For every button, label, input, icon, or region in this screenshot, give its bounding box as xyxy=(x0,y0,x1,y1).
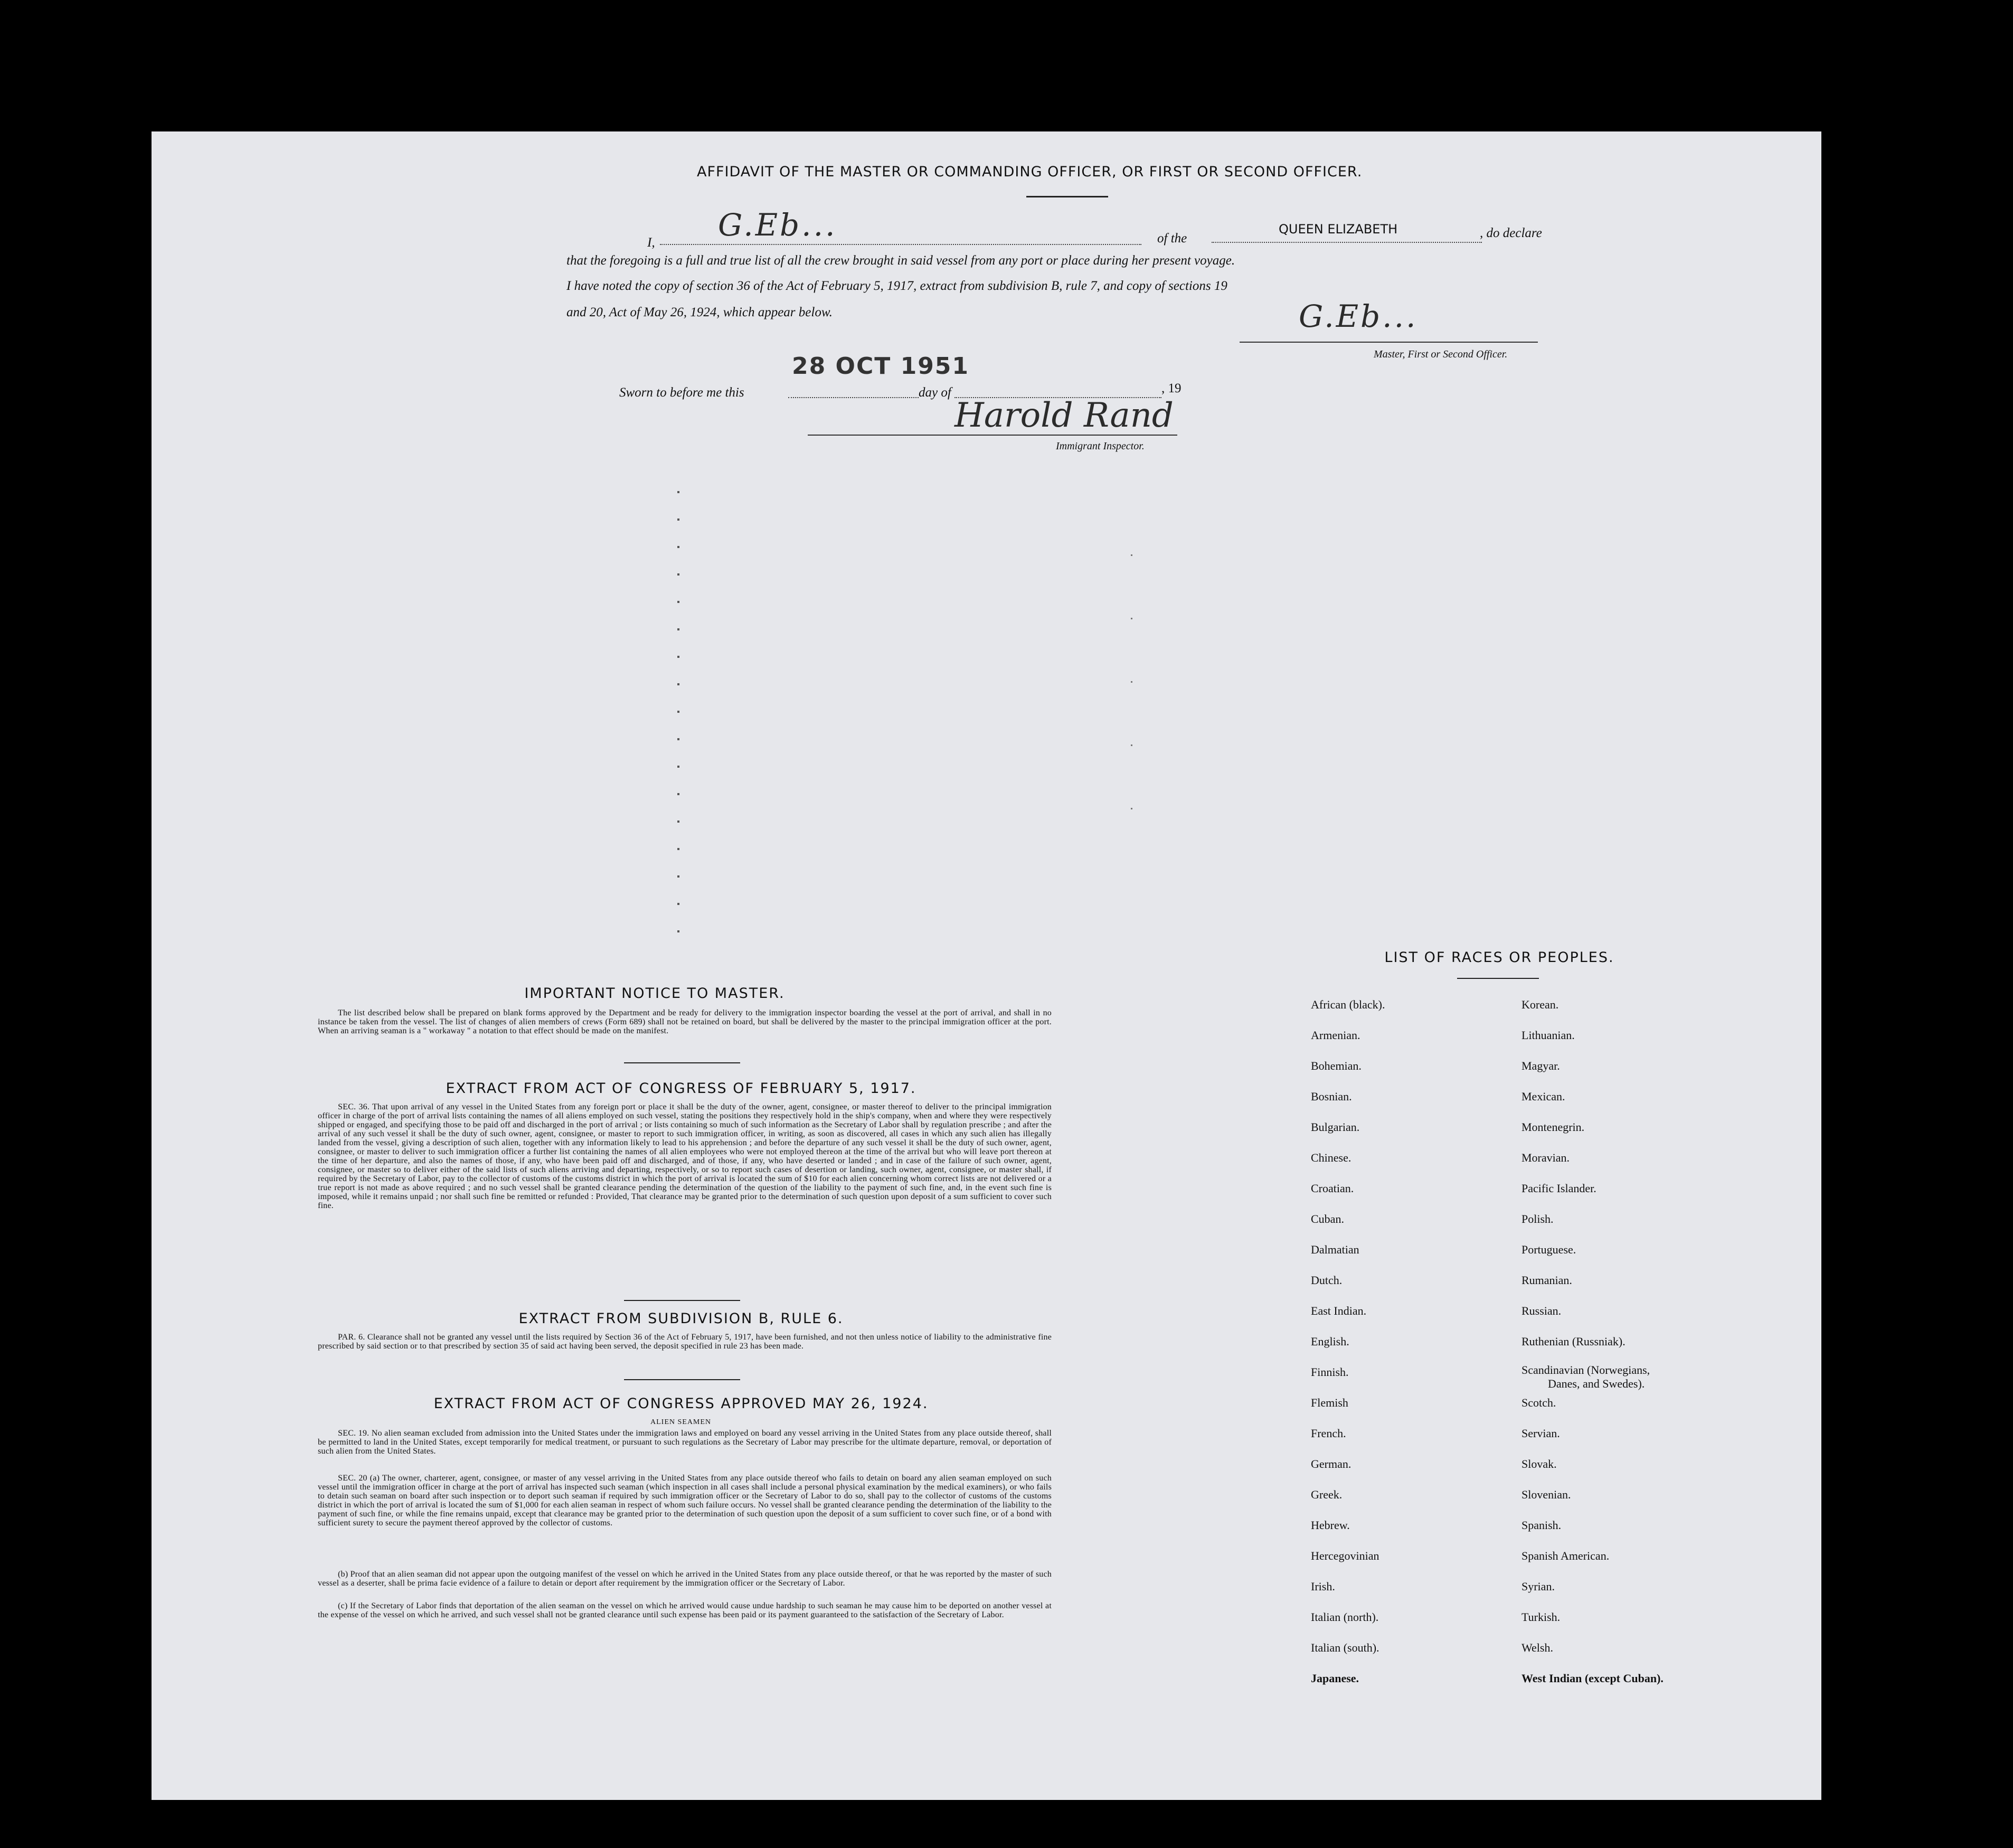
punch-hole xyxy=(1876,174,1900,199)
race-item: Russian. xyxy=(1521,1304,1562,1317)
race-item: French. xyxy=(1311,1427,1346,1440)
inspector-signature: Harold Rand xyxy=(954,396,1174,435)
race-item: Polish. xyxy=(1521,1212,1554,1225)
race-item: African (black). xyxy=(1311,998,1385,1011)
race-item: Armenian. xyxy=(1311,1029,1360,1042)
race-item: Finnish. xyxy=(1311,1365,1349,1379)
race-item: Pacific Islander. xyxy=(1521,1182,1596,1195)
race-item: Portuguese. xyxy=(1521,1243,1576,1256)
sec-20c-text: (c) If the Secretary of Labor finds that deportation of the alien seaman on the vessel on which he arrived would cause undue hardship to such seaman he may cause him to be deported on another vessel at the expense of the vessel on which he arrived, and such vessel shall not be granted clearance until such expense has been paid or its payment guaranteed to the satisfaction of the Secretary of Labor. xyxy=(318,1601,1052,1619)
title-rule xyxy=(1026,196,1108,197)
race-item: Korean. xyxy=(1521,998,1559,1011)
race-item: Dutch. xyxy=(1311,1274,1343,1287)
race-item: Bulgarian. xyxy=(1311,1120,1360,1134)
sworn-text: Sworn to before me this xyxy=(619,385,744,400)
punch-hole xyxy=(1886,338,1911,362)
subdivision-b-text: PAR. 6. Clearance shall not be granted any vessel until the lists required by Section 36 of the Act of February 5, 1917, have been furnished, and not then unless notice of liability to the administrative fine prescribed by said section or to that prescribed by section 35 of said act having been served, the deposit specified in rule 23 has been made. xyxy=(318,1333,1052,1351)
punch-hole xyxy=(1882,252,1906,277)
race-item: Danes, and Swedes). xyxy=(1548,1377,1645,1390)
race-item: Italian (north). xyxy=(1311,1610,1379,1624)
race-item: Welsh. xyxy=(1521,1641,1553,1654)
extract-1917-title: EXTRACT FROM ACT OF CONGRESS OF FEBRUARY 5, 1917. xyxy=(446,1080,916,1097)
race-item: German. xyxy=(1311,1457,1352,1470)
race-item: Scandinavian (Norwegians, xyxy=(1521,1363,1650,1376)
section-rule xyxy=(624,1379,740,1380)
sworn-day-line xyxy=(788,397,919,398)
race-item: Mexican. xyxy=(1521,1090,1565,1103)
inspector-signature-line xyxy=(808,435,1177,436)
race-item: Turkish. xyxy=(1521,1610,1561,1624)
notice-title: IMPORTANT NOTICE TO MASTER. xyxy=(524,985,785,1002)
affidavit-line-4: and 20, Act of May 26, 1924, which appear below. xyxy=(566,305,833,319)
master-title: Master, First or Second Officer. xyxy=(1374,348,1508,360)
section-rule xyxy=(624,1300,740,1301)
race-item: Italian (south). xyxy=(1311,1641,1379,1654)
year-nineteen: , 19 xyxy=(1161,381,1182,395)
race-item: Chinese. xyxy=(1311,1151,1352,1164)
race-item: Ruthenian (Russniak). xyxy=(1521,1335,1625,1348)
master-signature: G.Eb... xyxy=(1299,298,1418,334)
punch-hole xyxy=(1887,597,1912,621)
inspector-title: Immigrant Inspector. xyxy=(1056,440,1145,452)
sec-20b-text: (b) Proof that an alien seaman did not appear upon the outgoing manifest of the vessel on which he arrived in the United States from any place outside thereof, or that he was reported by the master of such vessel as a deserter, shall be prima facie evidence of a failure to detain or deport after requirement by the immigration officer or the Secretary of Labor. xyxy=(318,1570,1052,1588)
notice-text: The list described below shall be prepared on blank forms approved by the Department and be ready for delivery to the immigration inspector boarding the vessel at the port of arrival, and shall in no instance be taken from the vessel. The list of changes of alien members of crews (Form 689) shall not be retained on board, but shall be delivered by the master to the principal immigration officer at the port. When an arriving seaman is a " workaway " a notation to that effect should be made on the manifest. xyxy=(318,1008,1052,1035)
extract-1924-title: EXTRACT FROM ACT OF CONGRESS APPROVED MAY 26, 1924. xyxy=(433,1396,929,1412)
officer-name-line xyxy=(660,244,1141,245)
dot-column xyxy=(677,491,679,935)
officer-signature: G.Eb... xyxy=(718,207,837,243)
race-item: Croatian. xyxy=(1311,1182,1354,1195)
race-item: Spanish. xyxy=(1521,1519,1562,1532)
extract-1917-text: SEC. 36. That upon arrival of any vessel in the United States from any foreign port or place it shall be the duty of the owner, agent, consignee, or master thereof to deliver to the principal immigration officer in charge of the port of arrival lists containing the names of all aliens employed on such vessel, stating the positions they respectively hold in the ship's company, when and where they were respectively shipped or engaged, and specifying those to be paid off and discharged in the port of arrival ; or lists containing so much of such information as the Secretary of Labor shall by regulation prescribe ; and after the arrival of any such vessel it shall be the duty of such owner, agent, consignee, or master to report to such immigration officer, in writing, as soon as discovered, all cases in which any such alien has illegally landed from the vessel, giving a description of such alien, together with any information likely to lead to his apprehension ; and before the departure of any such vessel it shall be the duty of such owner, agent, consignee, or master to deliver to such immigration officer a further list containing the names of all alien employees who were not employed thereon at the time of the arrival but who will leave port thereon at the time of her departure, and also the names of those, if any, who have been paid off and discharged, and of those, if any, who have deserted or landed ; and in case of the failure of such owner, agent, consignee, or master so to deliver either of the said lists of such aliens arriving and departing, respectively, or so to report such cases of desertion or landing, such owner, agent, consignee, or master shall, if required by the Secretary of Labor, pay to the collector of customs of the customs district in which the port of arrival is located the sum of $10 for each alien concerning whom correct lists are not delivered or a true report is not made as above required ; and no such vessel shall be granted clearance pending the determination of the question of the liability to the payment of such fine, and, in the event such fine is imposed, while it remains unpaid ; nor shall such fine be remitted or refunded : Provided, That clearance may be granted prior to the determination of such question upon deposit of a sum sufficient to cover such fine. xyxy=(318,1102,1052,1210)
race-item: Scotch. xyxy=(1521,1396,1556,1409)
race-item: English. xyxy=(1311,1335,1349,1348)
race-item: West Indian (except Cuban). xyxy=(1521,1672,1664,1685)
alien-seamen-subtitle: ALIEN SEAMEN xyxy=(650,1418,712,1426)
affidavit-title: AFFIDAVIT OF THE MASTER OR COMMANDING OFFICER, OR FIRST OR SECOND OFFICER. xyxy=(697,164,1363,180)
race-item: Magyar. xyxy=(1521,1059,1560,1072)
affidavit-line-2: that the foregoing is a full and true list of all the crew brought in said vessel from any port or place during her present voyage. xyxy=(566,253,1235,268)
race-item: Bohemian. xyxy=(1311,1059,1362,1072)
race-item: Greek. xyxy=(1311,1488,1343,1501)
affidavit-do-declare: , do declare xyxy=(1480,226,1542,240)
section-rule xyxy=(624,1062,740,1063)
race-item: Dalmatian xyxy=(1311,1243,1359,1256)
race-item: Cuban. xyxy=(1311,1212,1344,1225)
punch-hole xyxy=(1880,222,1904,246)
affidavit-i: I, xyxy=(647,235,655,250)
subdivision-b-title: EXTRACT FROM SUBDIVISION B, RULE 6. xyxy=(518,1310,844,1327)
race-item: Hebrew. xyxy=(1311,1519,1350,1532)
sec-20a-text: SEC. 20 (a) The owner, charterer, agent, consignee, or master of any vessel arriving in the United States from any place outside thereof who fails to detain on board any alien seaman employed on such vessel until the immigration officer in charge at the port of arrival has inspected such seaman (which inspection in all cases shall include a personal physical examination by the medical examiners), or who fails to detain such seaman on board after such inspection or to deport such seaman if required by such immigration officer or the Secretary of Labor to do so, shall pay to the collector of customs of the customs district in which the port of arrival is located the sum of $1,000 for each alien seaman in respect of whom such failure occurs. No vessel shall be granted clearance pending the determination of the liability to the payment of such fine, or while the fine remains unpaid, except that clearance may be granted prior to the determination of such question upon the deposit of a sum sufficient to cover such fine, or of a bond with sufficient surety to secure the payment thereof approved by the collector of customs. xyxy=(318,1474,1052,1528)
dot-column xyxy=(1131,554,1132,871)
race-item: Servian. xyxy=(1521,1427,1560,1440)
race-item: Hercegovinian xyxy=(1311,1549,1379,1562)
race-item: Irish. xyxy=(1311,1580,1335,1593)
ship-name-line xyxy=(1212,242,1482,243)
date-stamp: 28 OCT 1951 xyxy=(792,353,970,380)
punch-hole xyxy=(1904,1253,1929,1277)
race-item: Bosnian. xyxy=(1311,1090,1352,1103)
race-item: Syrian. xyxy=(1521,1580,1555,1593)
day-of: day of xyxy=(919,385,951,400)
race-item: Rumanian. xyxy=(1521,1274,1572,1287)
races-title: LIST OF RACES OR PEOPLES. xyxy=(1384,949,1614,966)
affidavit-of-the: of the xyxy=(1157,231,1187,246)
sec-19-text: SEC. 19. No alien seaman excluded from admission into the United States under the immigration laws and employed on board any vessel arriving in the United States from any place outside thereof, shall be permitted to land in the United States, except temporarily for medical treatment, or pursuant to such regulations as the Secretary of Labor may prescribe for the ultimate departure, removal, or deportation of such alien from the United States. xyxy=(318,1429,1052,1456)
race-item: Moravian. xyxy=(1521,1151,1570,1164)
race-item: Lithuanian. xyxy=(1521,1029,1575,1042)
punch-hole xyxy=(1890,1168,1914,1193)
race-item: Spanish American. xyxy=(1521,1549,1610,1562)
race-item: Slovak. xyxy=(1521,1457,1557,1470)
affidavit-line-3: I have noted the copy of section 36 of the Act of February 5, 1917, extract from subdivision B, rule 7, and copy of sections 19 xyxy=(566,279,1227,293)
punch-hole xyxy=(1903,1593,1927,1617)
race-item: Montenegrin. xyxy=(1521,1120,1585,1134)
races-rule xyxy=(1457,978,1539,979)
punch-hole xyxy=(1889,685,1914,710)
ship-name: QUEEN ELIZABETH xyxy=(1279,222,1398,237)
race-item: Japanese. xyxy=(1311,1672,1359,1685)
race-item: Flemish xyxy=(1311,1396,1348,1409)
race-item: East Indian. xyxy=(1311,1304,1367,1317)
master-signature-line xyxy=(1240,342,1538,343)
race-item: Slovenian. xyxy=(1521,1488,1571,1501)
